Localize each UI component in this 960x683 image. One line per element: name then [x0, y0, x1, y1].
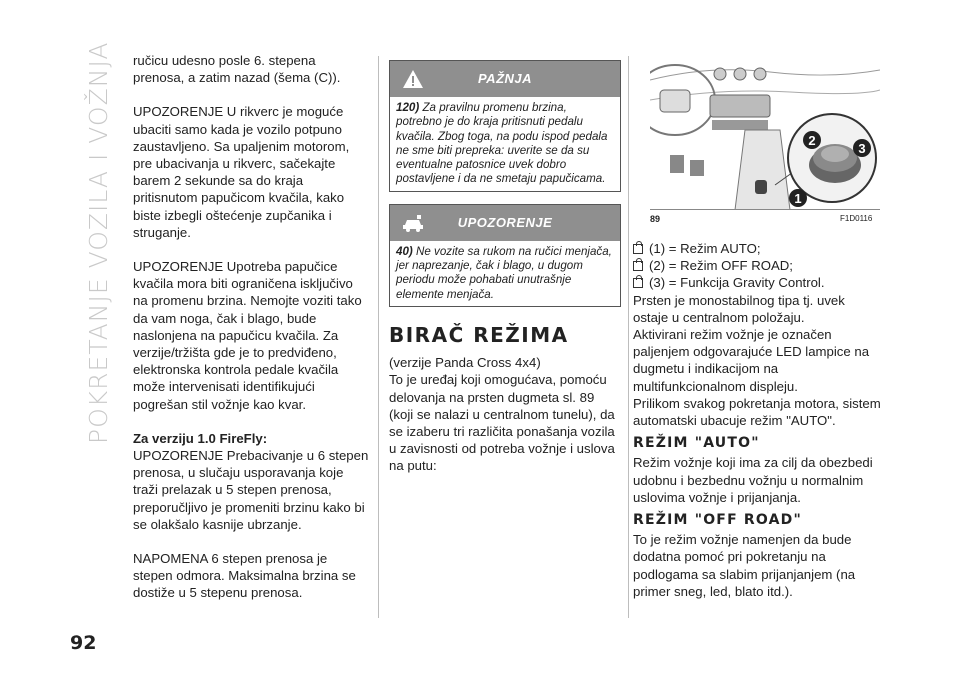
bullet-icon [633, 261, 643, 271]
paragraph: ručicu udesno posle 6. stepena prenosa, a zatim nazad (šema (C)). [133, 53, 341, 86]
note-number: 40) [396, 244, 413, 258]
paragraph: To je režim vožnje namenjen da bude dodatna pomoć pri pokretanju na podlogama sa slabim prijanjanjem (na primer sneg, led, blato itd.). [633, 532, 856, 599]
caution-box-label: UPOZORENJE [457, 215, 553, 231]
list-item-text: (1) = Režim AUTO; [649, 241, 761, 256]
column-2 [389, 60, 621, 475]
column-3 [633, 240, 883, 600]
list-item-text: (3) = Funkcija Gravity Control. [649, 275, 825, 291]
caution-box-header [390, 205, 620, 241]
figure-code: F1D0116 [840, 214, 873, 223]
list-item-text: (2) = Režim OFF ROAD; [649, 258, 793, 274]
paragraph: UPOZORENJE Prebacivanje u 6 stepen prenosa, u slučaju usporavanja koje traži prelazak u 5 stepen prenosa, preporučljivo je promeniti brzinu kako bi se olakšalo kasnije ubrzanje. [133, 448, 369, 532]
warning-box-header [390, 61, 620, 97]
paragraph: UPOZORENJE Upotreba papučice kvačila mora biti ograničena isključivo na promenu brzina. Nemojte voziti tako da vam noga, čak i blago, bude naslonjena na papučicu kvačila. Za verzije/tržišta gde je to predviđeno, elektronska kontrola pedale kvačila može intervenisati identifikujući pogrešan stil vožnje kao kvar. [133, 259, 362, 412]
sub-section-heading: REŽIM "AUTO" [633, 435, 760, 452]
caution-box [389, 204, 621, 307]
note-text: Ne vozite sa rukom na ručici menjača, jer naprezanje, čak i blago, u dugom periodu može pohabati unutrašnje elemente menjača. [396, 244, 612, 301]
list-item [633, 274, 883, 291]
callout-2: 2 [808, 133, 816, 148]
bullet-icon [633, 278, 643, 288]
warning-box-label: PAŽNJA [477, 71, 533, 87]
paragraph: Prsten je monostabilnog tipa tj. uvek ostaje u centralnom položaju. [633, 292, 845, 325]
warning-box-body [390, 97, 620, 191]
car-hand-icon [402, 213, 426, 233]
list-item [633, 257, 883, 274]
note-text: Za pravilnu promenu brzina, potrebno je do kraja pritisnuti pedalu kvačila. Zbog toga, na podu ispod pedala ne sme biti prepreka: uverite se da su eventualne patosnice uvek dobro postavljene i da ne smetaju papučicama. [396, 101, 608, 186]
caution-box-body [390, 241, 620, 306]
warning-triangle-icon [402, 69, 424, 89]
callout-3: 3 [858, 141, 866, 156]
paragraph: Režim vožnje koji ima za cilj da obezbedi udobnu i bezbednu vožnju u normalnim uslovima vožnje i prijanjanja. [633, 455, 873, 505]
paragraph: To je uređaj koji omogućava, pomoću delovanja na prsten dugmeta sl. 89 (koji se nalazi u centralnom tunelu), da se izaberu tri različita ponašanja vozila u zavisnosti od potreba vožnje i uslova na putu: [389, 372, 615, 474]
section-heading: BIRAČ REŽIMA [389, 322, 569, 347]
figure-image [650, 60, 880, 210]
column-1 [133, 52, 369, 619]
bullet-icon [633, 244, 643, 254]
column-divider [378, 56, 379, 618]
warning-box [389, 60, 621, 192]
page-number: 92 [70, 632, 97, 654]
sub-section-heading: REŽIM "OFF ROAD" [633, 512, 802, 529]
mode-selector-illustration [650, 60, 880, 210]
sub-heading: Za verziju 1.0 FireFly: [133, 430, 268, 446]
callout-1: 1 [794, 191, 802, 206]
paragraph: UPOZORENJE U rikverc je moguće ubaciti samo kada je vozilo potpuno zaustavljeno. Sa upaljenim motorom, pre ubacivanja u rikverc, sačekajte barem 2 sekunde sa do kraja pritisnutom papučicom kvačila, kako biste izbegli oštećenje zupčanika i struganje. [133, 104, 350, 240]
list-item [633, 240, 883, 257]
paragraph: Aktivirani režim vožnje je označen paljenjem odgovarajuće LED lampice na dugmetu i indikacijom na multifunkcionalnom displeju. [633, 327, 870, 394]
chapter-title: POKRETANJE VOZILA I VOŽNJA [84, 42, 113, 445]
column-divider [628, 56, 629, 618]
figure-number: 89 [650, 214, 661, 224]
note-number: 120) [396, 101, 420, 114]
paragraph: (verzije Panda Cross 4x4) [389, 355, 541, 371]
paragraph: NAPOMENA 6 stepen prenosa je stepen odmora. Maksimalna brzina se dostiže u 5 stepenu prenosa. [133, 551, 356, 601]
paragraph: Prilikom svakog pokretanja motora, sistem automatski ubacuje režim "AUTO". [633, 395, 881, 429]
